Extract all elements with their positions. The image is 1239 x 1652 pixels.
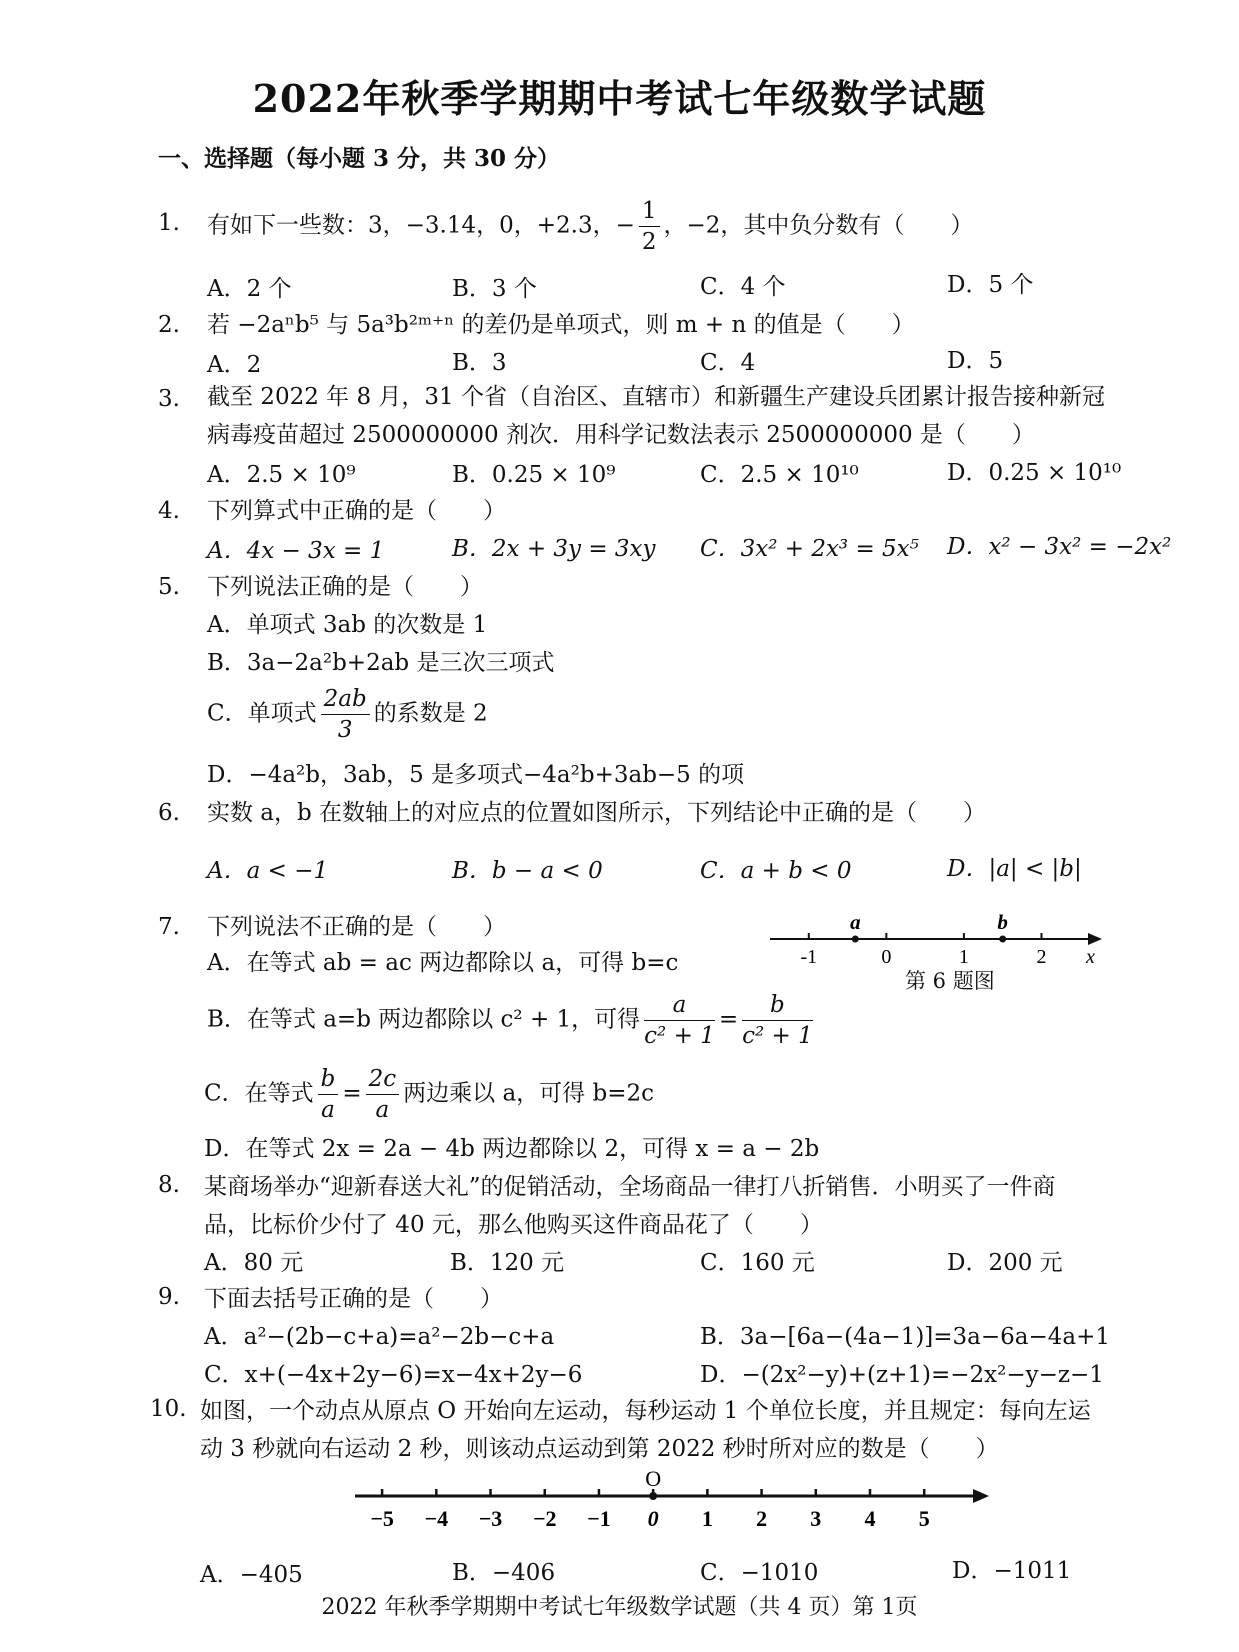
q7-option-c-num1: b	[318, 1064, 339, 1095]
fig10-tick-label-1: −4	[424, 1506, 449, 1531]
q7-option-b-num2: b	[742, 990, 813, 1021]
q6-number: 6.	[158, 800, 180, 826]
fig10-tick-label-4: −1	[587, 1506, 611, 1531]
q1-stem	[207, 196, 973, 257]
q2-option-a[interactable]: A．2	[207, 352, 262, 378]
q5-option-a[interactable]: A．单项式 3ab 的次数是 1	[207, 612, 488, 638]
q7-option-b-num1: a	[644, 990, 715, 1021]
fig6-point-b	[999, 936, 1006, 943]
q7-option-b-equals: =	[718, 1006, 739, 1033]
section-heading: 一、选择题（每小题 3 分，共 30 分）	[158, 145, 561, 172]
q1-option-d[interactable]: D．5 个	[947, 272, 1034, 298]
q7-option-c-equals: =	[342, 1080, 362, 1107]
q6-stem: 实数 a，b 在数轴上的对应点的位置如图所示，下列结论中正确的是（ ）	[207, 800, 987, 826]
q2-option-b[interactable]: B．3	[452, 350, 507, 376]
q2-number: 2.	[158, 312, 180, 338]
fig10-tick-label-8: 3	[810, 1506, 822, 1531]
q9-option-d[interactable]: D．−(2x²−y)+(z+1)=−2x²−y−z−1	[700, 1362, 1104, 1388]
q9-option-a[interactable]: A．a²−(2b−c+a)=a²−2b−c+a	[204, 1324, 555, 1350]
q7-option-c-text-a: C．在等式	[204, 1080, 314, 1107]
q7-option-c-fraction-2	[366, 1064, 400, 1125]
q3-option-d[interactable]: D．0.25 × 10¹⁰	[947, 460, 1122, 486]
q4-option-b[interactable]: B．2x + 3y = 3xy	[452, 536, 656, 562]
q5-option-c[interactable]	[207, 684, 488, 745]
q1-option-b[interactable]: B．3 个	[452, 276, 537, 302]
page-footer: 2022 年秋季学期期中考试七年级数学试题（共 4 页）第 1页	[321, 1595, 918, 1620]
q5-stem: 下列说法正确的是（ ）	[207, 574, 483, 600]
q5-number: 5.	[158, 574, 180, 600]
q10-line2: 动 3 秒就向右运动 2 秒，则该动点运动到第 2022 秒时所对应的数是（ ）	[200, 1436, 999, 1462]
q7-number: 7.	[158, 914, 180, 940]
fig10-tick-label-0: −5	[370, 1506, 394, 1531]
fig10-tick-label-6: 1	[701, 1506, 713, 1531]
q7-stem: 下列说法不正确的是（ ）	[207, 914, 506, 940]
q6-option-b[interactable]: B．b − a < 0	[452, 858, 603, 884]
q6-option-d[interactable]: D．|a| < |b|	[947, 856, 1082, 882]
q1-number: 1.	[158, 210, 180, 236]
q4-option-a[interactable]: A．4x − 3x = 1	[207, 538, 385, 564]
fig10-origin-point	[649, 1492, 657, 1500]
q10-number: 10.	[150, 1396, 187, 1422]
fig10-tick-label-10: 5	[918, 1506, 930, 1531]
q8-line1: 某商场举办“迎新春送大礼”的促销活动，全场商品一律打八折销售．小明买了一件商	[204, 1174, 1056, 1200]
q7-option-b[interactable]	[207, 990, 817, 1051]
q10-option-b[interactable]: B．−406	[452, 1560, 556, 1586]
q3-option-b[interactable]: B．0.25 × 10⁹	[452, 462, 616, 488]
fig10-tick-label-7: 2	[756, 1506, 768, 1531]
fig6-tick-label-0: -1	[800, 946, 818, 965]
figure-6-caption: 第 6 题图	[905, 969, 995, 993]
q8-option-d[interactable]: D．200 元	[947, 1250, 1063, 1276]
q7-option-b-text: B．在等式 a=b 两边都除以 c² + 1，可得	[207, 1006, 641, 1033]
figure-10-number-line	[355, 1462, 995, 1542]
q6-option-a[interactable]: A．a < −1	[207, 858, 329, 884]
q7-option-c-num2: 2c	[366, 1064, 400, 1095]
q4-number: 4.	[158, 498, 180, 524]
fig6-tick-label-2: 1	[958, 946, 969, 965]
q3-number: 3.	[158, 386, 180, 412]
q4-stem: 下列算式中正确的是（ ）	[207, 498, 506, 524]
q1-frac-denominator: 2	[641, 229, 657, 255]
q8-line2: 品，比标价少付了 40 元，那么他购买这件商品花了（ ）	[204, 1212, 823, 1238]
q7-option-c-den1: a	[321, 1097, 335, 1123]
q5-option-b[interactable]: B．3a−2a²b+2ab 是三次三项式	[207, 650, 555, 676]
fig6-tick-label-1: 0	[881, 946, 892, 965]
q7-option-c-text-b: 两边乘以 a，可得 b=2c	[403, 1080, 654, 1107]
q1-frac-sign: −	[615, 212, 635, 239]
q1-text-b: ，−2，其中负分数有（ ）	[663, 212, 974, 239]
q8-option-c[interactable]: C．160 元	[700, 1250, 815, 1276]
q7-option-c[interactable]	[204, 1064, 654, 1125]
q7-option-a[interactable]: A．在等式 ab = ac 两边都除以 a，可得 b=c	[207, 950, 679, 976]
q4-option-c[interactable]: C．3x² + 2x³ = 5x⁵	[700, 536, 919, 562]
fig6-point-label-a: a	[850, 910, 861, 934]
q5-option-c-text-b: 的系数是 2	[373, 700, 488, 727]
q10-option-c[interactable]: C．−1010	[700, 1560, 819, 1586]
q9-option-c[interactable]: C．x+(−4x+2y−6)=x−4x+2y−6	[204, 1362, 583, 1388]
q3-option-a[interactable]: A．2.5 × 10⁹	[207, 462, 356, 488]
q3-line2: 病毒疫苗超过 2500000000 剂次．用科学记数法表示 2500000000 是（ ）	[207, 422, 1035, 448]
q5-option-c-numerator: 2ab	[321, 684, 370, 715]
q7-option-b-den2: c² + 1	[742, 1023, 813, 1049]
figure-6-number-line	[770, 905, 1110, 965]
q2-stem: 若 −2aⁿb⁵ 与 5a³b²ᵐ⁺ⁿ 的差仍是单项式，则 m + n 的值是（ ）	[207, 312, 915, 338]
q2-option-d[interactable]: D．5	[947, 348, 1004, 374]
q5-option-c-text-a: C．单项式	[207, 700, 317, 727]
q10-option-d[interactable]: D．−1011	[952, 1558, 1072, 1584]
q5-option-c-fraction	[321, 684, 370, 745]
q4-option-d[interactable]: D．x² − 3x² = −2x²	[947, 534, 1172, 560]
q9-option-b[interactable]: B．3a−[6a−(4a−1)]=3a−6a−4a+1	[700, 1324, 1111, 1350]
fig6-tick-label-3: 2	[1036, 946, 1047, 965]
q3-option-c[interactable]: C．2.5 × 10¹⁰	[700, 462, 859, 488]
q7-option-d[interactable]: D．在等式 2x = 2a − 4b 两边都除以 2，可得 x = a − 2b	[204, 1136, 820, 1162]
q8-number: 8.	[158, 1172, 180, 1198]
q9-stem: 下面去括号正确的是（ ）	[204, 1286, 503, 1312]
fig6-point-label-b: b	[997, 910, 1008, 934]
fig10-origin-label: O	[645, 1466, 662, 1491]
q3-line1: 截至 2022 年 8 月，31 个省（自治区、直辖市）和新疆生产建设兵团累计报告接种新冠	[207, 384, 1105, 410]
q7-option-c-den2: a	[375, 1097, 390, 1123]
fig10-tick-label-9: 4	[864, 1506, 876, 1531]
q1-option-c[interactable]: C．4 个	[700, 274, 786, 300]
q7-option-b-fraction-2	[742, 990, 813, 1051]
q5-option-d[interactable]: D．−4a²b，3ab，5 是多项式−4a²b+3ab−5 的项	[207, 762, 745, 788]
fig6-point-a	[852, 936, 859, 943]
fig10-tick-label-5: 0	[647, 1506, 659, 1531]
q2-option-c[interactable]: C．4	[700, 350, 756, 376]
fig6-axis-arrow	[1088, 933, 1102, 945]
q5-option-c-denominator: 3	[337, 717, 353, 743]
q6-option-c[interactable]: C．a + b < 0	[700, 858, 852, 884]
fig10-tick-label-2: −3	[478, 1506, 503, 1531]
q7-option-c-fraction-1	[318, 1064, 339, 1125]
fig10-tick-label-3: −2	[532, 1506, 557, 1531]
page-title: 2022年秋季学期期中考试七年级数学试题	[252, 76, 987, 121]
fig6-axis-label: x	[1086, 946, 1095, 965]
q8-option-b[interactable]: B．120 元	[450, 1250, 565, 1276]
fig10-axis-arrow	[973, 1489, 989, 1503]
q10-line1: 如图，一个动点从原点 O 开始向左运动，每秒运动 1 个单位长度，并且规定：每向左运	[200, 1398, 1091, 1424]
q7-option-b-den1: c² + 1	[644, 1023, 715, 1049]
q1-text-a: 有如下一些数：3，−3.14，0，+2.3，	[207, 212, 616, 239]
q8-option-a[interactable]: A．80 元	[204, 1250, 304, 1276]
q1-fraction	[639, 196, 660, 257]
q7-option-b-fraction-1	[644, 990, 715, 1051]
q9-number: 9.	[158, 1284, 180, 1310]
q1-frac-numerator: 1	[639, 196, 660, 227]
q1-option-a[interactable]: A．2 个	[207, 276, 292, 302]
q10-option-a[interactable]: A．−405	[200, 1562, 303, 1588]
